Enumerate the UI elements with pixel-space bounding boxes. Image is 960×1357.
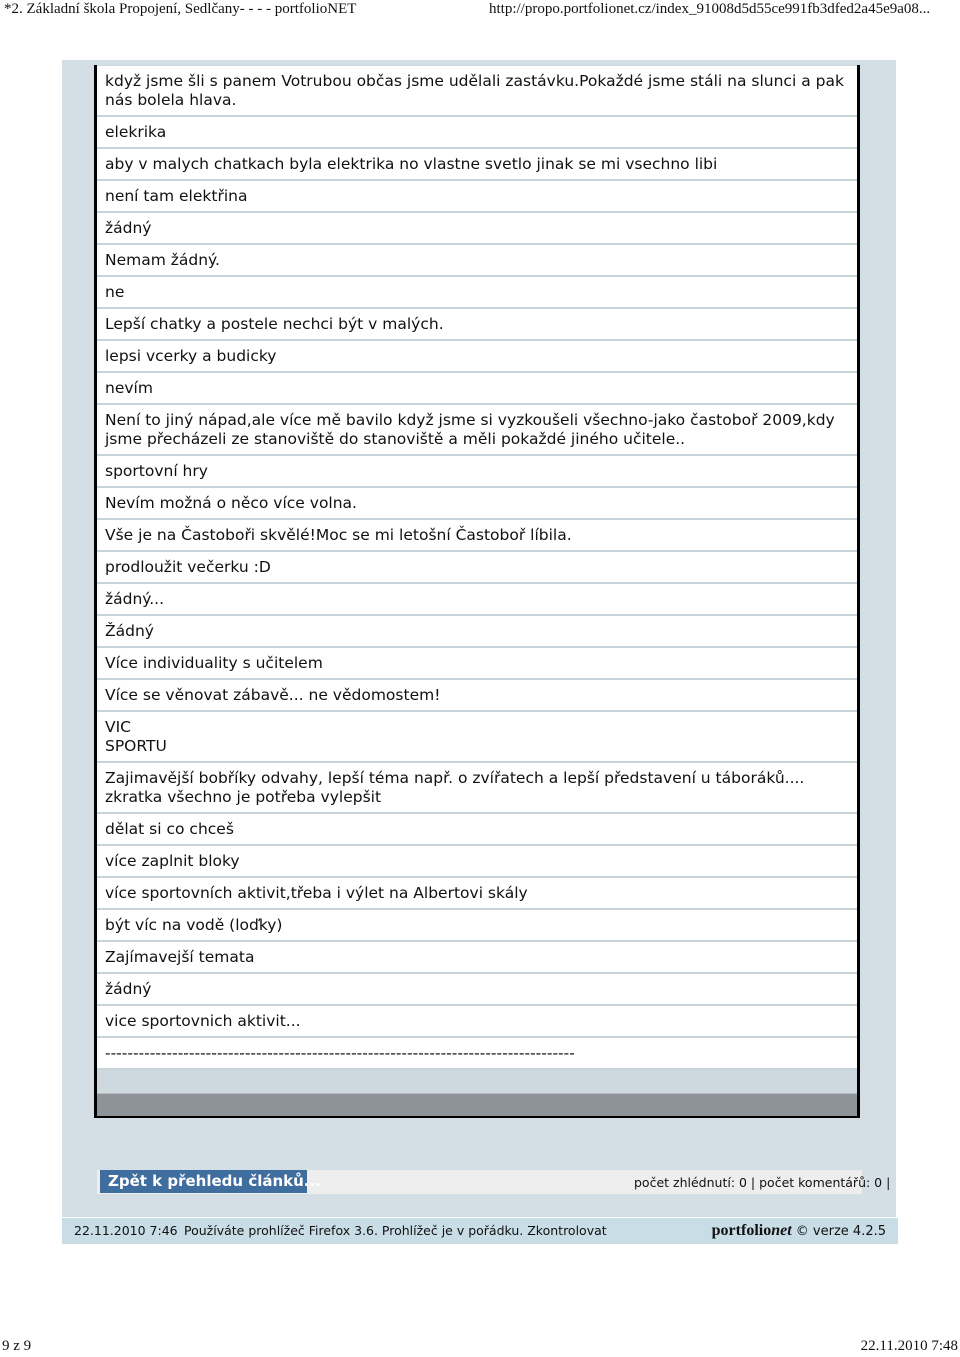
answer-row: vice sportovnich aktivit...: [97, 1006, 857, 1038]
answer-row: Nevím možná o něco více volna.: [97, 488, 857, 520]
answer-row: ne: [97, 277, 857, 309]
answer-row: žádný: [97, 213, 857, 245]
answer-row: elekrika: [97, 117, 857, 149]
footer-date: 22.11.2010 7:46: [74, 1223, 178, 1238]
answer-row: Nemam žádný.: [97, 245, 857, 277]
brand-logo-part2: net: [771, 1222, 792, 1239]
answer-row: ------------------------------------------------------------------------------------: [97, 1038, 857, 1070]
brand-logo-part1: portfolio: [711, 1222, 772, 1239]
answer-row: když jsme šli s panem Votrubou občas jsme udělali zastávku.Pokaždé jsme stáli na slunci a pak nás bolela hlava.: [97, 66, 857, 117]
print-page-url: http://propo.portfolionet.cz/index_91008d5d55ce991fb3dfed2a45e9a08...: [489, 1, 931, 17]
answer-row: více zaplnit bloky: [97, 846, 857, 878]
answer-row: Zajímavejší temata: [97, 942, 857, 974]
print-footer: [0, 1338, 960, 1357]
answer-row: nevím: [97, 373, 857, 405]
answer-row: prodloužit večerku :D: [97, 552, 857, 584]
answer-row: být víc na vodě (loďky): [97, 910, 857, 942]
browser-check-text[interactable]: Používáte prohlížeč Firefox 3.6. Prohlížeč je v pořádku. Zkontrolovat: [184, 1223, 607, 1238]
answer-row: žádný...: [97, 584, 857, 616]
view-comment-counts: počet zhlédnutí: 0 | počet komentářů: 0 |: [634, 1175, 891, 1190]
answer-row: aby v malych chatkach byla elektrika no vlastne svetlo jinak se mi vsechno libi: [97, 149, 857, 181]
answer-row: více sportovních aktivit,třeba i výlet na Albertovi skály: [97, 878, 857, 910]
print-page-number: 9 z 9: [2, 1338, 32, 1354]
answer-row: dělat si co chceš: [97, 814, 857, 846]
answer-row: Není to jiný nápad,ale více mě bavilo když jsme si vyzkoušeli všechno-jako častoboř 2009,kdy jsme přecházeli ze stanoviště do stanoviště a měli pokaždé jiného učitele..: [97, 405, 857, 456]
answer-row: Více se věnovat zábavě... ne vědomostem!: [97, 680, 857, 712]
print-page-title: *2. Základní škola Propojení, Sedlčany- - - - portfolioNET: [4, 1, 357, 17]
print-header: [0, 0, 960, 22]
version-text: © verze 4.2.5: [795, 1224, 886, 1239]
print-datetime: 22.11.2010 7:48: [860, 1338, 958, 1354]
portfolionet-brand[interactable]: [712, 1218, 886, 1245]
answer-row: Více individuality s učitelem: [97, 648, 857, 680]
answer-row: lepsi vcerky a budicky: [97, 341, 857, 373]
answer-row: VIC SPORTU: [97, 712, 857, 763]
back-to-articles-button[interactable]: Zpět k přehledu článků...: [100, 1170, 307, 1193]
answer-row: Vše je na Častoboři skvělé!Moc se mi letošní Častoboř líbila.: [97, 520, 857, 552]
table-footer-bar: [97, 1093, 857, 1116]
answer-row: Zajimavější bobříky odvahy, lepší téma např. o zvířatech a lepší představení u táboráků.... zkratka všechno je potřeba vylepšit: [97, 763, 857, 814]
answers-list: [97, 66, 857, 1070]
site-footer: [62, 1218, 898, 1244]
answer-row: není tam elektřina: [97, 181, 857, 213]
answer-row: sportovní hry: [97, 456, 857, 488]
answer-row: Lepší chatky a postele nechci být v malých.: [97, 309, 857, 341]
answer-row: žádný: [97, 974, 857, 1006]
answer-row: Žádný: [97, 616, 857, 648]
